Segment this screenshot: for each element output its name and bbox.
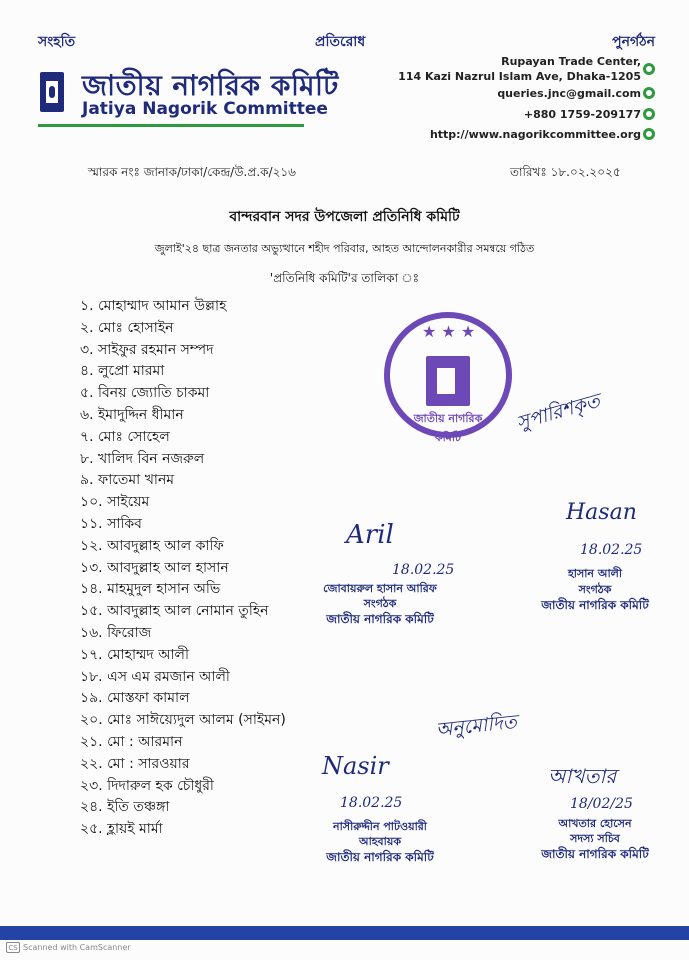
list-item: ১৩. আবদুল্লাহ আল হাসান xyxy=(80,559,229,576)
list-item: ২. মোঃ হোসাইন xyxy=(80,319,174,336)
phone-text: +880 1759-209177 xyxy=(523,108,641,121)
signatory-org: জাতীয় নাগরিক কমিটি xyxy=(326,612,434,626)
list-item: ১৫. আবদুল্লাহ আল নোমান তুহিন xyxy=(80,603,269,620)
list-item: ১. মোহাম্মাদ আমান উল্লাহ xyxy=(80,298,227,314)
signature-date: 18.02.25 xyxy=(580,542,643,558)
camscanner-icon: CS xyxy=(6,942,20,953)
location-icon xyxy=(643,63,655,75)
list-item: ১৬. ফিরোজ xyxy=(80,624,152,641)
signatory-name: জোবায়রুল হাসান আরিফ xyxy=(323,582,437,595)
signatory-name: নাসীরুদ্দীন পাটওয়ারী xyxy=(333,820,427,833)
website-text: http://www.nagorikcommittee.org xyxy=(429,128,641,141)
list-item: ৪. লুপ্রো মারমা xyxy=(80,363,165,380)
list-item: ২০. মোঃ সাঈয়্যেদুল আলম (সাইমন) xyxy=(80,712,286,729)
document-subtitle: জুলাই'২৪ ছাত্র জনতার অভ্যুত্থানে শহীদ পরিবার, আহত আন্দোলনকারীর সমন্বয়ে গঠিত xyxy=(154,242,535,255)
motto-right: পুনর্গঠন xyxy=(612,34,655,50)
member-list xyxy=(80,294,286,839)
address-line2: 114 Kazi Nazrul Islam Ave, Dhaka-1205 xyxy=(398,70,641,83)
list-item: ৫. বিনয় জ্যোতি চাকমা xyxy=(80,385,210,402)
approved-note: অনুমোদিত xyxy=(434,710,518,742)
list-item: ২৩. দিদারুল হক চৌধুরী xyxy=(80,777,214,794)
email-icon xyxy=(643,87,655,99)
signatory-role: সংগঠক xyxy=(363,597,397,610)
list-item: ১৮. এস এম রমজান আলী xyxy=(80,668,230,685)
list-item: ৯. ফাতেমা খানম xyxy=(80,472,175,489)
list-item: ২২. মো : সারওয়ার xyxy=(80,755,190,772)
signature-nasir: Nasir xyxy=(322,752,389,780)
motto-left: সংহতি xyxy=(38,34,76,50)
list-item: ১২. আবদুল্লাহ আল কাফি xyxy=(80,537,224,554)
list-item: ৮. খালিদ বিন নজরুল xyxy=(80,450,205,467)
signature-hasan: Hasan xyxy=(566,500,637,525)
list-item: ১৭. মোহাম্মদ আলী xyxy=(80,646,189,663)
signatory-role: আহবায়ক xyxy=(358,835,402,848)
organization-seal xyxy=(384,312,512,444)
org-name-bn: জাতীয় নাগরিক কমিটি xyxy=(82,69,339,102)
signature-date: 18/02/25 xyxy=(570,796,633,812)
document-date: তারিখঃ ১৮.০২.২০২৫ xyxy=(510,165,621,179)
seal-logo-icon xyxy=(426,356,470,406)
list-item: ৭. মোঃ সোহেল xyxy=(80,428,170,445)
signatory-org: জাতীয় নাগরিক কমিটি xyxy=(541,598,649,612)
address-line1: Rupayan Trade Center, xyxy=(501,55,641,68)
motto-center: প্রতিরোধ xyxy=(315,34,366,50)
logo-underline xyxy=(38,124,304,127)
list-item: ১৯. মোস্তফা কামাল xyxy=(80,690,190,707)
signature-akhtar: আখতার xyxy=(548,764,617,788)
list-item: ৬. ইমাদুদ্দিন ধীমান xyxy=(80,406,184,423)
list-item: ১০. সাইয়েম xyxy=(80,494,150,511)
list-item: ২১. মো : আরমান xyxy=(80,733,183,750)
list-item: ২৪. ইতি তঞ্চঙ্গা xyxy=(80,799,170,816)
list-item: ১১. সাকিব xyxy=(80,515,142,532)
document-title: বান্দরবান সদর উপজেলা প্রতিনিধি কমিটি xyxy=(229,209,460,225)
list-item: ৩. সাইফুর রহমান সম্পদ xyxy=(80,341,214,358)
seal-text: জাতীয় নাগরিক কমিটি xyxy=(413,412,483,444)
signatory-role: সদস্য সচিব xyxy=(570,832,620,845)
scanner-text: Scanned with CamScanner xyxy=(23,943,131,952)
recommended-note: সুপারিশকৃত xyxy=(514,389,603,435)
list-item: ১৪. মাহমুদুল হাসান অভি xyxy=(80,581,221,598)
list-title: 'প্রতিনিধি কমিটি'র তালিকা ঃ xyxy=(269,271,420,285)
globe-icon xyxy=(643,128,655,140)
signatory-name: আখতার হোসেন xyxy=(558,817,632,830)
signatory-name: হাসান আলী xyxy=(568,567,622,580)
reference-number: স্মারক নংঃ জানাক/ঢাকা/কেন্দ্র/উ.প্র.ক/২১৬ xyxy=(88,165,296,179)
signature-date: 18.02.25 xyxy=(340,795,403,811)
signatory-org: জাতীয় নাগরিক কমিটি xyxy=(541,847,649,861)
org-name-en: Jatiya Nagorik Committee xyxy=(82,99,328,119)
scanner-watermark xyxy=(6,942,131,953)
email-text: queries.jnc@gmail.com xyxy=(497,87,641,100)
org-logo-icon xyxy=(40,72,64,112)
phone-icon xyxy=(643,108,655,120)
footer-band xyxy=(0,926,689,940)
signatory-org: জাতীয় নাগরিক কমিটি xyxy=(326,850,434,864)
signatory-role: সংগঠক xyxy=(578,583,612,596)
seal-stars: ★ ★ ★ xyxy=(422,322,476,341)
signature-aril: Aril xyxy=(346,520,394,550)
signature-date: 18.02.25 xyxy=(392,562,455,578)
list-item: ২৫. হ্লায়ই মার্মা xyxy=(80,821,163,838)
